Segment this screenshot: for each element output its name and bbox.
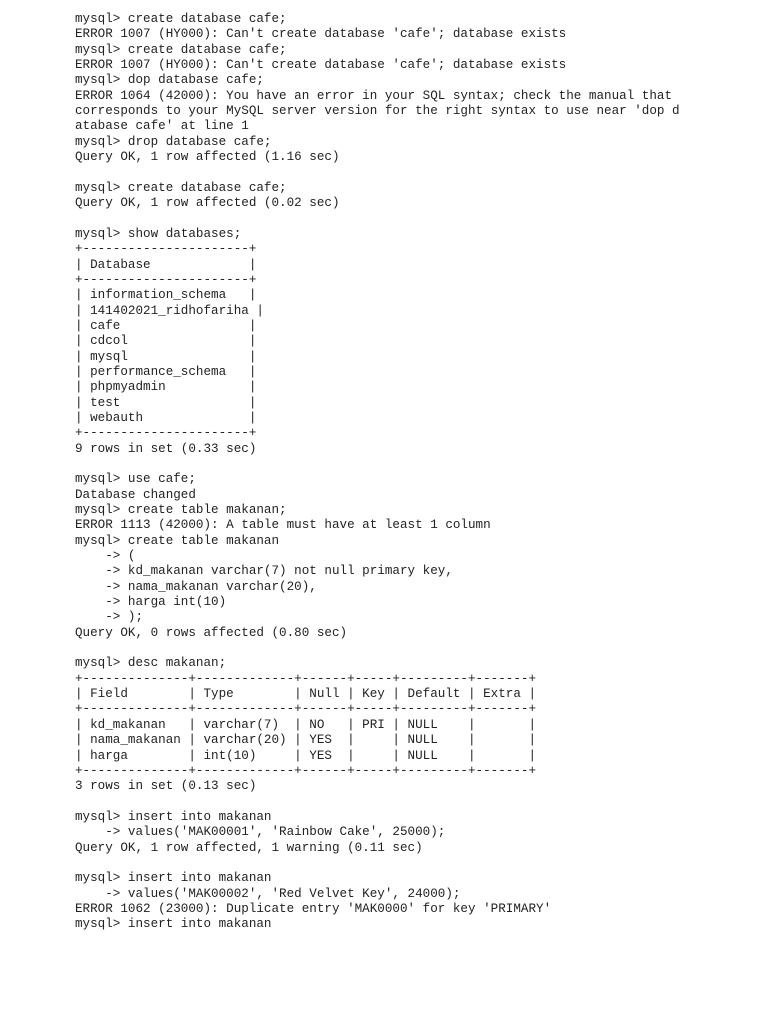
terminal-line <box>75 165 755 180</box>
terminal-line: mysql> use cafe; <box>75 472 196 487</box>
terminal-line: Query OK, 1 row affected (1.16 sec) <box>75 150 340 165</box>
terminal-line: corresponds to your MySQL server version for the right syntax to use near 'dop d <box>75 104 680 119</box>
terminal-line: mysql> desc makanan; <box>75 656 227 671</box>
terminal-line: -> ( <box>75 549 136 564</box>
terminal-line: mysql> dop database cafe; <box>75 73 264 88</box>
terminal-line: -> ); <box>75 610 144 625</box>
terminal-line: mysql> create database cafe; <box>75 180 287 195</box>
terminal-line: -> harga int(10) <box>75 595 227 610</box>
terminal-line: mysql> create database cafe; <box>75 12 287 26</box>
terminal-line: -> kd_makanan varchar(7) not null primary key, <box>75 564 453 579</box>
terminal-line: -> values('MAK00001', 'Rainbow Cake', 25000); <box>75 825 446 840</box>
terminal-line: +--------------+-------------+------+-----+---------+-------+ <box>75 763 537 778</box>
terminal-line: | Database | <box>75 257 257 272</box>
terminal-line: ERROR 1064 (42000): You have an error in your SQL syntax; check the manual that <box>75 88 673 103</box>
terminal-line: | test | <box>75 395 257 410</box>
terminal-line: Query OK, 1 row affected, 1 warning (0.11 sec) <box>75 840 423 855</box>
terminal-line: | mysql | <box>75 349 257 364</box>
terminal-line: mysql> create database cafe; <box>75 42 287 57</box>
terminal-line: | kd_makanan | varchar(7) | NO | PRI | NULL | | <box>75 717 537 732</box>
terminal-line: mysql> create table makanan; <box>75 503 287 517</box>
terminal-line: Query OK, 0 rows affected (0.80 sec) <box>75 625 348 640</box>
terminal-line: Query OK, 1 row affected (0.02 sec) <box>75 196 340 211</box>
terminal-output <box>75 12 755 933</box>
terminal-line: -> nama_makanan varchar(20), <box>75 579 317 594</box>
terminal-line: Database changed <box>75 487 196 502</box>
terminal-line: | nama_makanan | varchar(20) | YES | | NULL | | <box>75 733 537 748</box>
terminal-line <box>75 641 755 656</box>
terminal-line: +----------------------+ <box>75 272 257 287</box>
terminal-line: +----------------------+ <box>75 426 257 441</box>
terminal-line: ERROR 1062 (23000): Duplicate entry 'MAK0000' for key 'PRIMARY' <box>75 901 552 916</box>
terminal-line: mysql> drop database cafe; <box>75 134 272 149</box>
terminal-line: -> values('MAK00002', 'Red Velvet Key', 24000); <box>75 886 461 901</box>
terminal-line <box>75 211 755 226</box>
terminal-line: | phpmyadmin | <box>75 380 257 395</box>
terminal-line: | information_schema | <box>75 288 257 303</box>
terminal-line: | cdcol | <box>75 334 257 349</box>
terminal-line: | harga | int(10) | YES | | NULL | | <box>75 748 537 763</box>
terminal-line: +--------------+-------------+------+-----+---------+-------+ <box>75 702 537 717</box>
terminal-line: mysql> show databases; <box>75 226 242 241</box>
terminal-line: ERROR 1113 (42000): A table must have at least 1 column <box>75 518 491 533</box>
terminal-line: atabase cafe' at line 1 <box>75 119 249 134</box>
terminal-line: | Field | Type | Null | Key | Default | Extra | <box>75 687 537 702</box>
terminal-line: +----------------------+ <box>75 242 257 257</box>
terminal-line: +--------------+-------------+------+-----+---------+-------+ <box>75 671 537 686</box>
terminal-line: mysql> insert into makanan <box>75 917 272 932</box>
terminal-line: mysql> insert into makanan <box>75 871 272 886</box>
terminal-line: ERROR 1007 (HY000): Can't create database 'cafe'; database exists <box>75 27 567 42</box>
terminal-line <box>75 795 755 810</box>
terminal-line: 9 rows in set (0.33 sec) <box>75 441 257 456</box>
terminal-line <box>75 457 755 472</box>
terminal-line: | cafe | <box>75 318 257 333</box>
terminal-line: | webauth | <box>75 410 257 425</box>
terminal-line: | performance_schema | <box>75 364 257 379</box>
terminal-line: 3 rows in set (0.13 sec) <box>75 779 257 794</box>
terminal-line: mysql> create table makanan <box>75 533 280 548</box>
terminal-line: | 141402021_ridhofariha | <box>75 303 264 318</box>
terminal-line: ERROR 1007 (HY000): Can't create database 'cafe'; database exists <box>75 58 567 73</box>
terminal-line <box>75 856 755 871</box>
terminal-line: mysql> insert into makanan <box>75 809 272 824</box>
